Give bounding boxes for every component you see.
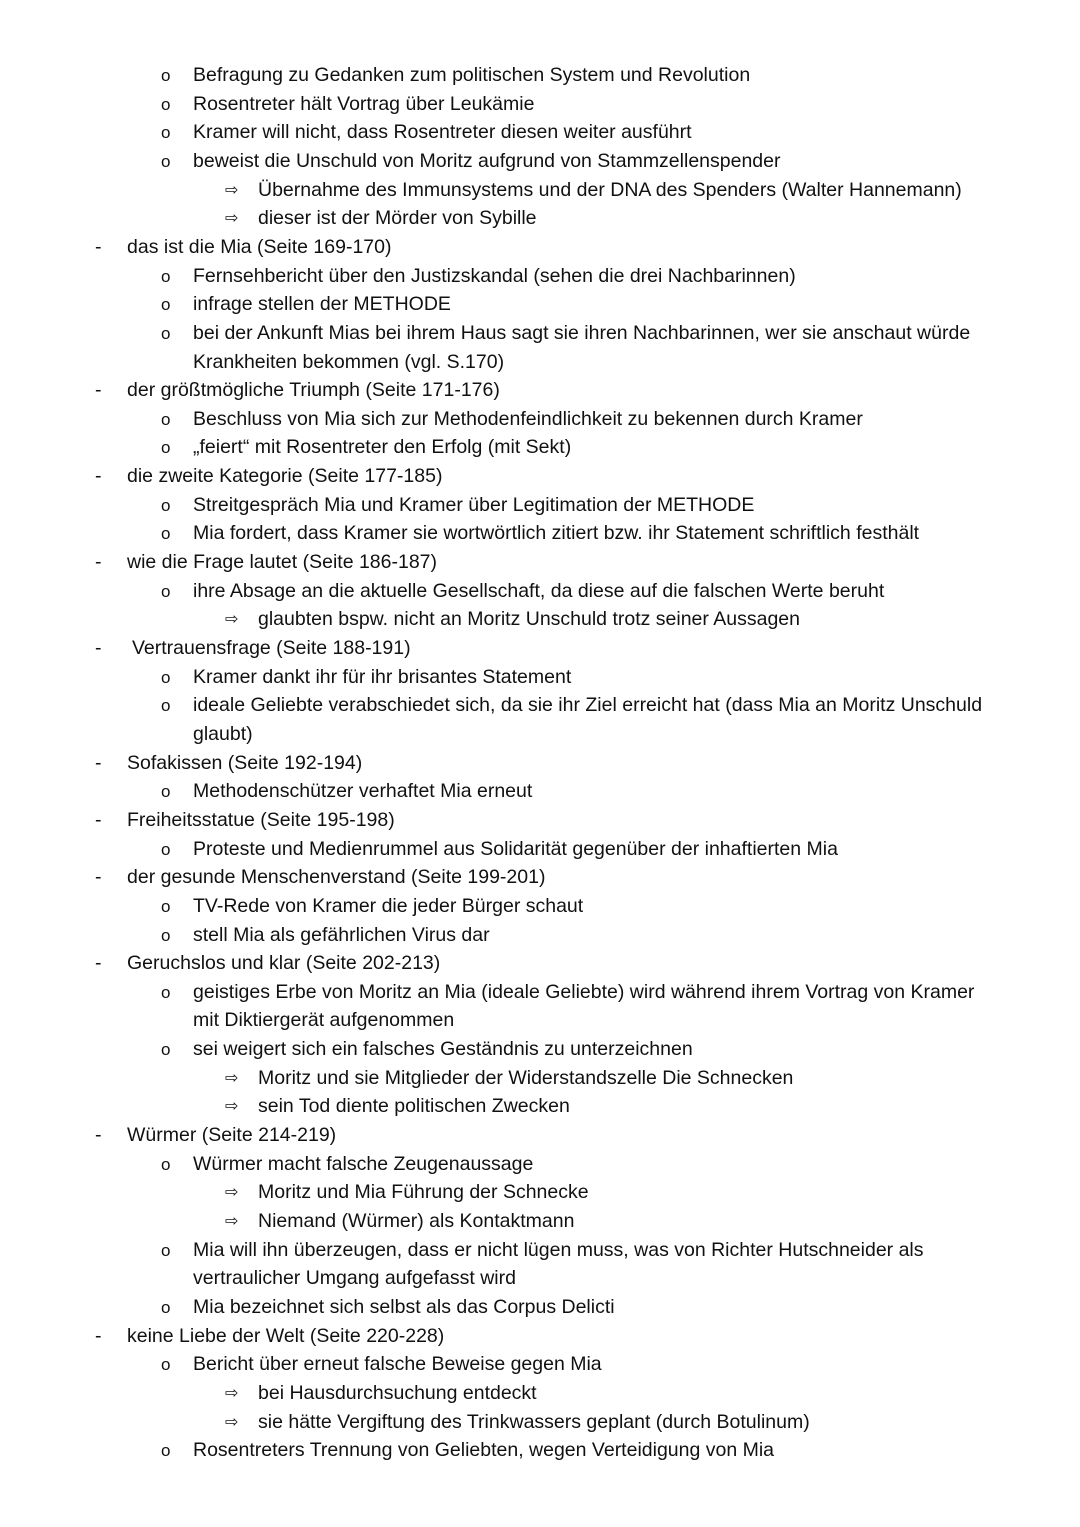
circle-bullet-icon: o <box>161 323 171 343</box>
outline-line <box>0 978 1080 1007</box>
dash-bullet-icon: - <box>95 551 102 573</box>
arrow-bullet-icon: ⇨ <box>225 1413 239 1431</box>
outline-line <box>0 491 1080 520</box>
line-text: vertraulicher Umgang aufgefasst wird <box>193 1267 516 1290</box>
line-text: wie die Frage lautet (Seite 186-187) <box>127 551 438 573</box>
outline-line <box>0 949 1080 978</box>
circle-bullet-icon: o <box>161 524 171 544</box>
line-text: Streitgespräch Mia und Kramer über Legitimation der METHODE <box>193 493 755 516</box>
circle-bullet-icon: o <box>161 1040 171 1060</box>
line-text: sei weigert sich ein falsches Geständnis zu unterzeichnen <box>193 1038 693 1061</box>
dash-bullet-icon: - <box>95 379 102 402</box>
line-text: Beschluss von Mia sich zur Methodenfeindlichkeit zu bekennen durch Kramer <box>193 407 863 430</box>
arrow-bullet-icon: ⇨ <box>225 210 239 228</box>
circle-bullet-icon: o <box>161 696 171 716</box>
arrow-bullet-icon: ⇨ <box>225 181 239 199</box>
outline-line <box>0 1408 1080 1437</box>
outline-line <box>0 1150 1080 1179</box>
line-text: Vertrauensfrage (Seite 188-191) <box>132 637 411 659</box>
line-text: sie hätte Vergiftung des Trinkwassers geplant (durch Botulinum) <box>258 1410 810 1433</box>
outline-line <box>0 376 1080 405</box>
circle-bullet-icon: o <box>161 295 171 315</box>
line-text: bei Hausdurchsuchung entdeckt <box>258 1381 537 1404</box>
outline-line <box>0 519 1080 548</box>
circle-bullet-icon: o <box>161 782 171 802</box>
circle-bullet-icon: o <box>161 66 171 85</box>
outline-line <box>0 806 1080 835</box>
outline-line <box>0 61 1080 90</box>
line-text: Bericht über erneut falsche Beweise gegen Mia <box>193 1353 602 1376</box>
line-text: Methodenschützer verhaftet Mia erneut <box>193 780 533 803</box>
arrow-bullet-icon: ⇨ <box>225 1098 239 1116</box>
outline-line <box>0 720 1080 749</box>
dash-bullet-icon: - <box>95 751 102 774</box>
circle-bullet-icon: o <box>161 667 171 687</box>
line-text: Kramer will nicht, dass Rosentreter diesen weiter ausführt <box>193 121 692 144</box>
outline-line <box>0 462 1080 491</box>
line-text: Mia fordert, dass Kramer sie wortwörtlich zitiert bzw. ihr Statement schriftlich festhält <box>193 522 920 545</box>
circle-bullet-icon: o <box>161 266 171 286</box>
line-text: Niemand (Würmer) als Kontaktmann <box>258 1210 575 1232</box>
outline-line <box>0 176 1080 205</box>
dash-bullet-icon: - <box>95 235 102 258</box>
outline-line <box>0 691 1080 720</box>
outline-line <box>0 1035 1080 1064</box>
circle-bullet-icon: o <box>161 151 171 171</box>
dash-bullet-icon: - <box>95 637 102 659</box>
outline-line <box>0 1236 1080 1265</box>
circle-bullet-icon: o <box>161 495 171 515</box>
outline-line <box>0 1006 1080 1035</box>
circle-bullet-icon: o <box>161 94 171 114</box>
line-text: Freiheitsstatue (Seite 195-198) <box>127 808 395 831</box>
outline-line <box>0 777 1080 806</box>
dash-bullet-icon: - <box>95 1324 102 1347</box>
outline-line <box>0 1436 1080 1465</box>
circle-bullet-icon: o <box>161 581 171 601</box>
line-text: Moritz und Mia Führung der Schnecke <box>258 1181 589 1204</box>
circle-bullet-icon: o <box>161 409 171 429</box>
line-text: ideale Geliebte verabschiedet sich, da sie ihr Ziel erreicht hat (dass Mia an Moritz Unschuld <box>193 694 983 717</box>
line-text: dieser ist der Mörder von Sybille <box>258 207 537 230</box>
line-text: Krankheiten bekommen (vgl. S.170) <box>193 350 505 373</box>
outline-line <box>0 1379 1080 1408</box>
line-text: der gesunde Menschenverstand (Seite 199-201) <box>127 866 546 889</box>
outline-line <box>0 921 1080 950</box>
outline-line <box>0 233 1080 262</box>
dash-bullet-icon: - <box>95 1124 102 1146</box>
outline-line <box>0 433 1080 462</box>
arrow-bullet-icon: ⇨ <box>225 1184 239 1202</box>
line-text: das ist die Mia (Seite 169-170) <box>127 235 392 258</box>
outline-line <box>0 1264 1080 1293</box>
line-text: glaubten bspw. nicht an Moritz Unschuld trotz seiner Aussagen <box>258 608 800 631</box>
arrow-bullet-icon: ⇨ <box>225 1069 239 1087</box>
dash-bullet-icon: - <box>95 952 102 975</box>
line-text: Übernahme des Immunsystems und der DNA des Spenders (Walter Hannemann) <box>258 178 962 201</box>
line-text: die zweite Kategorie (Seite 177-185) <box>127 465 443 488</box>
line-text: Befragung zu Gedanken zum politischen System und Revolution <box>193 64 751 86</box>
outline-line <box>0 1092 1080 1121</box>
outline-line <box>0 147 1080 176</box>
outline-line <box>0 90 1080 119</box>
line-text: glaubt) <box>193 722 253 745</box>
outline-line <box>0 1293 1080 1322</box>
outline-line <box>0 577 1080 606</box>
circle-bullet-icon: o <box>161 1240 171 1260</box>
line-text: ihre Absage an die aktuelle Gesellschaft, da diese auf die falschen Werte beruht <box>193 579 885 602</box>
outline-line <box>0 405 1080 434</box>
line-text: Rosentreters Trennung von Geliebten, wegen Verteidigung von Mia <box>193 1439 775 1462</box>
line-text: keine Liebe der Welt (Seite 220-228) <box>127 1324 445 1347</box>
line-text: Proteste und Medienrummel aus Solidarität gegenüber der inhaftierten Mia <box>193 837 838 860</box>
outline-line <box>0 835 1080 864</box>
line-text: „feiert“ mit Rosentreter den Erfolg (mit Sekt) <box>193 436 572 459</box>
line-text: Rosentreter hält Vortrag über Leukämie <box>193 92 535 115</box>
outline-line <box>0 634 1080 663</box>
circle-bullet-icon: o <box>161 839 171 859</box>
line-text: Geruchslos und klar (Seite 202-213) <box>127 952 441 975</box>
outline-line <box>0 1178 1080 1207</box>
line-text: bei der Ankunft Mias bei ihrem Haus sagt sie ihren Nachbarinnen, wer sie anschaut würde <box>193 321 971 344</box>
outline-line <box>0 204 1080 233</box>
line-text: Sofakissen (Seite 192-194) <box>127 751 363 774</box>
arrow-bullet-icon: ⇨ <box>225 1384 239 1402</box>
outline-line <box>0 863 1080 892</box>
circle-bullet-icon: o <box>161 1298 171 1317</box>
arrow-bullet-icon: ⇨ <box>225 611 239 629</box>
line-text: beweist die Unschuld von Moritz aufgrund von Stammzellenspender <box>193 149 781 172</box>
line-text: Fernsehbericht über den Justizskandal (sehen die drei Nachbarinnen) <box>193 264 796 287</box>
line-text: Moritz und sie Mitglieder der Widerstandszelle Die Schnecken <box>258 1066 794 1089</box>
line-text: infrage stellen der METHODE <box>193 293 451 316</box>
dash-bullet-icon: - <box>95 866 102 889</box>
circle-bullet-icon: o <box>161 123 171 143</box>
line-text: Kramer dankt ihr für ihr brisantes Statement <box>193 665 572 688</box>
circle-bullet-icon: o <box>161 438 171 458</box>
circle-bullet-icon: o <box>161 896 171 916</box>
dash-bullet-icon: - <box>95 465 102 488</box>
line-text: TV-Rede von Kramer die jeder Bürger schaut <box>193 894 584 917</box>
outline-line <box>0 262 1080 291</box>
circle-bullet-icon: o <box>161 1441 171 1461</box>
outline-line <box>0 1121 1080 1150</box>
line-text: geistiges Erbe von Moritz an Mia (ideale Geliebte) wird während ihrem Vortrag von Kramer <box>193 980 975 1003</box>
line-text: Würmer (Seite 214-219) <box>127 1124 337 1146</box>
outline-line <box>0 749 1080 778</box>
outline-line <box>0 118 1080 147</box>
line-text: Würmer macht falsche Zeugenaussage <box>193 1152 534 1175</box>
circle-bullet-icon: o <box>161 982 171 1002</box>
outline-line <box>0 1350 1080 1379</box>
line-text: Mia bezeichnet sich selbst als das Corpus Delicti <box>193 1296 615 1318</box>
dash-bullet-icon: - <box>95 808 102 831</box>
line-text: mit Diktiergerät aufgenommen <box>193 1009 455 1032</box>
circle-bullet-icon: o <box>161 1154 171 1174</box>
outline-line <box>0 892 1080 921</box>
arrow-bullet-icon: ⇨ <box>225 1213 239 1230</box>
circle-bullet-icon: o <box>161 925 171 945</box>
outline-line <box>0 663 1080 692</box>
line-text: Mia will ihn überzeugen, dass er nicht lügen muss, was von Richter Hutschneider als <box>193 1238 924 1261</box>
outline-line <box>0 1064 1080 1093</box>
outline-line <box>0 1207 1080 1236</box>
outline-line <box>0 319 1080 348</box>
line-text: der größtmögliche Triumph (Seite 171-176) <box>127 379 500 402</box>
outline-line <box>0 548 1080 577</box>
line-text: sein Tod diente politischen Zwecken <box>258 1095 570 1118</box>
outline-line <box>0 1322 1080 1351</box>
circle-bullet-icon: o <box>161 1355 171 1375</box>
outline-line <box>0 290 1080 319</box>
outline-line <box>0 605 1080 634</box>
outline-line <box>0 348 1080 377</box>
line-text: stell Mia als gefährlichen Virus dar <box>193 923 490 946</box>
